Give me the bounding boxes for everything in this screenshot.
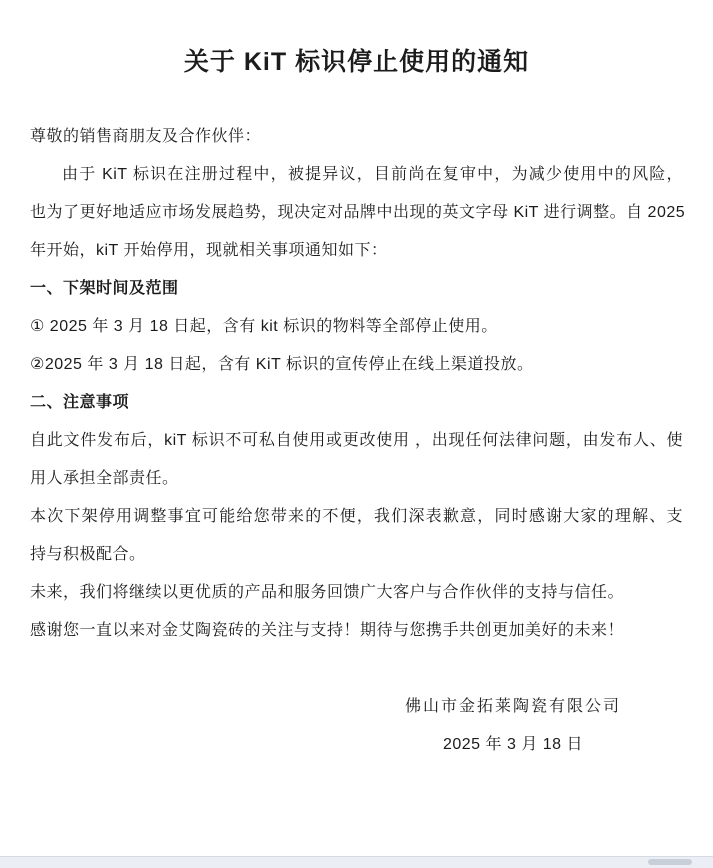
intro-line-2: 也为了更好地适应市场发展趋势，现决定对品牌中出现的英文字母 KiT 进行调整。自 2025 — [30, 204, 686, 221]
section-2-para-2-line-1: 本次下架停用调整事宜可能给您带来的不便，我们深表歉意，同时感谢大家的理解、支 — [30, 508, 683, 525]
greeting-line: 尊敬的销售商朋友及合作伙伴： — [30, 128, 262, 145]
section-2-para-3: 未来，我们将继续以更优质的产品和服务回馈广大客户与合作伙伴的支持与信任。 — [30, 584, 625, 601]
section-2-para-1-line-1: 自此文件发布后，kiT 标识不可私自使用或更改使用 ，出现任何法律问题，由发布人、使 — [30, 432, 683, 449]
notice-title: 关于 KiT 标识停止使用的通知 — [183, 48, 530, 76]
signature-date: 2025 年 3 月 18 日 — [442, 736, 584, 753]
section-2-heading: 二、注意事项 — [30, 394, 130, 411]
intro-line-3: 年开始，kiT 开始停用，现就相关事项通知如下： — [30, 242, 388, 259]
section-2-para-4: 感谢您一直以来对金艾陶瓷砖的关注与支持！期待与您携手共创更加美好的未来！ — [30, 622, 625, 639]
section-2-para-1-line-2: 用人承担全部责任。 — [30, 470, 179, 487]
horizontal-scrollbar-track[interactable] — [0, 856, 713, 868]
blank-line — [30, 650, 683, 688]
horizontal-scrollbar-thumb[interactable] — [648, 859, 692, 865]
intro-line-1: 由于 KiT 标识在注册过程中，被提异议，目前尚在复审中，为减少使用中的风险， — [62, 166, 683, 183]
section-1-item-1: ① 2025 年 3 月 18 日起，含有 kit 标识的物料等全部停止使用。 — [30, 318, 498, 335]
signature-company: 佛山市金拓莱陶瓷有限公司 — [404, 698, 621, 715]
section-2-para-2-line-2: 持与积极配合。 — [30, 546, 146, 563]
section-1-item-2: ②2025 年 3 月 18 日起，含有 KiT 标识的宣传停止在线上渠道投放。 — [30, 356, 534, 373]
section-1-heading: 一、下架时间及范围 — [30, 280, 179, 297]
signature-block — [363, 688, 663, 764]
